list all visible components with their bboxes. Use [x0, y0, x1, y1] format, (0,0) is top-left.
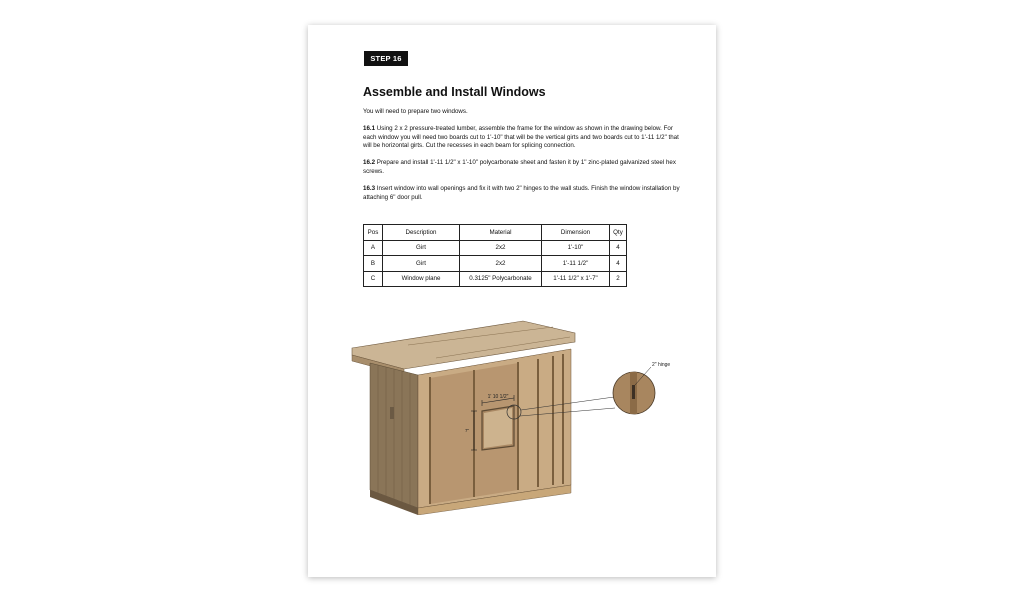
step-text: Insert window into wall openings and fix it with two 2" hinges to the wall studs. Finish the window installation by attaching 6" door pull. [363, 185, 680, 201]
shed-window-illustration [348, 315, 678, 515]
header-material: Material [460, 225, 542, 241]
cell-material: 2x2 [460, 256, 542, 272]
materials-table [363, 224, 627, 287]
header-qty: Qty [610, 225, 627, 241]
step-number: 16.1 [363, 125, 376, 132]
table-row [364, 256, 627, 272]
hinge-label: 2" hinge [652, 362, 671, 368]
cell-dimension: 1'-11 1/2" [542, 256, 610, 272]
cell-description: Girt [383, 256, 460, 272]
table-header-row [364, 225, 627, 241]
header-dimension: Dimension [542, 225, 610, 241]
step-paragraph-16-3 [363, 185, 681, 202]
step-paragraph-16-1 [363, 125, 681, 151]
step-text: Prepare and install 1'-11 1/2" x 1'-10" polycarbonate sheet and fasten it by 1" zinc-plated galvanized steel hex screws. [363, 159, 676, 175]
cell-dimension: 1'-10" [542, 240, 610, 256]
step-text: Using 2 x 2 pressure-treated lumber, assemble the frame for the window as shown in the drawing below. For each window you will need two boards cut to 1'-10" that will be the vertical girts and two boards cut to 1'-11 1/2" that will be horizontal girts. Cut the recesses in each beam for splicing connection. [363, 125, 679, 149]
window-hinge-left [390, 407, 394, 419]
cell-qty: 2 [610, 271, 627, 287]
cell-dimension: 1'-11 1/2" x 1'-7" [542, 271, 610, 287]
document-page [308, 25, 716, 577]
step-paragraph-16-2 [363, 159, 681, 176]
table-row [364, 271, 627, 287]
cell-pos: C [364, 271, 383, 287]
cell-material: 0.3125" Polycarbonate [460, 271, 542, 287]
cell-qty: 4 [610, 256, 627, 272]
step-number: 16.2 [363, 159, 376, 166]
hinge-detail-hinge [632, 385, 635, 399]
cell-pos: B [364, 256, 383, 272]
header-pos: Pos [364, 225, 383, 241]
cell-material: 2x2 [460, 240, 542, 256]
window-width-dimension: 1' 10 1/2" [487, 394, 509, 400]
page-title: Assemble and Install Windows [363, 85, 546, 99]
intro-text: You will need to prepare two windows. [363, 108, 468, 115]
header-description: Description [383, 225, 460, 241]
cell-description: Window plane [383, 271, 460, 287]
cell-qty: 4 [610, 240, 627, 256]
cell-description: Girt [383, 240, 460, 256]
window-height-dimension: 7" [464, 428, 470, 433]
step-badge: STEP 16 [364, 51, 408, 66]
window-pane [484, 408, 512, 448]
table-row [364, 240, 627, 256]
step-number: 16.3 [363, 185, 376, 192]
cell-pos: A [364, 240, 383, 256]
